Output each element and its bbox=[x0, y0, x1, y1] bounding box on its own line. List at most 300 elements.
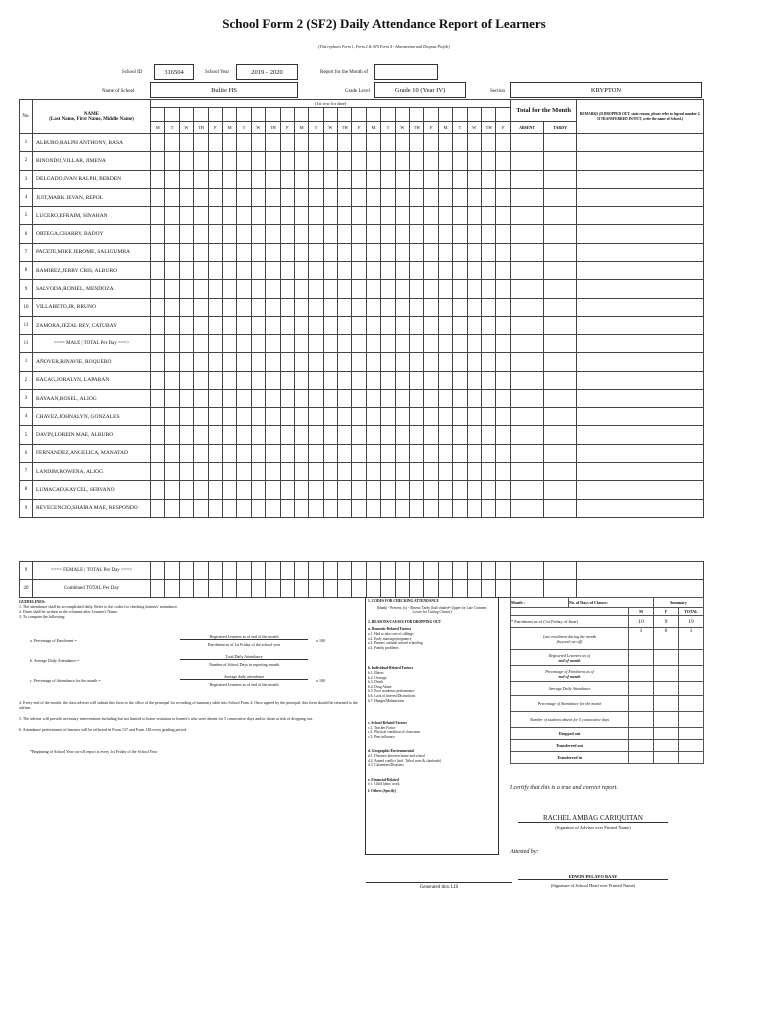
attendance-cell[interactable] bbox=[467, 188, 481, 206]
attendance-cell[interactable] bbox=[309, 426, 323, 444]
attendance-cell[interactable] bbox=[323, 353, 337, 371]
attendance-cell[interactable] bbox=[352, 207, 366, 225]
attendance-cell[interactable] bbox=[194, 463, 208, 481]
tardy-cell[interactable] bbox=[544, 316, 577, 334]
attendance-cell[interactable] bbox=[410, 134, 424, 152]
attendance-cell[interactable] bbox=[266, 408, 280, 426]
absent-cell[interactable] bbox=[511, 463, 544, 481]
attendance-cell[interactable] bbox=[222, 389, 236, 407]
attendance-cell[interactable] bbox=[481, 207, 495, 225]
attendance-cell[interactable] bbox=[251, 298, 265, 316]
attendance-cell[interactable] bbox=[481, 371, 495, 389]
attendance-cell[interactable] bbox=[352, 371, 366, 389]
remarks-cell[interactable] bbox=[577, 371, 704, 389]
attendance-cell[interactable] bbox=[251, 280, 265, 298]
date-cell[interactable] bbox=[381, 108, 395, 122]
attendance-cell[interactable] bbox=[179, 188, 193, 206]
attendance-cell[interactable] bbox=[338, 152, 352, 170]
attendance-cell[interactable] bbox=[366, 426, 380, 444]
attendance-cell[interactable] bbox=[280, 243, 294, 261]
attendance-cell[interactable] bbox=[453, 298, 467, 316]
attendance-cell[interactable] bbox=[424, 207, 438, 225]
date-cell[interactable] bbox=[251, 108, 265, 122]
attendance-cell[interactable] bbox=[381, 481, 395, 499]
attendance-cell[interactable] bbox=[194, 444, 208, 462]
attendance-cell[interactable] bbox=[366, 207, 380, 225]
attendance-cell[interactable] bbox=[280, 188, 294, 206]
attendance-cell[interactable] bbox=[151, 152, 165, 170]
attendance-cell[interactable] bbox=[323, 389, 337, 407]
attendance-cell[interactable] bbox=[151, 243, 165, 261]
attendance-cell[interactable] bbox=[194, 389, 208, 407]
attendance-cell[interactable] bbox=[467, 280, 481, 298]
attendance-cell[interactable] bbox=[237, 225, 251, 243]
attendance-cell[interactable] bbox=[352, 243, 366, 261]
attendance-cell[interactable] bbox=[165, 463, 179, 481]
attendance-cell[interactable] bbox=[179, 207, 193, 225]
attendance-cell[interactable] bbox=[208, 280, 222, 298]
attendance-cell[interactable] bbox=[208, 207, 222, 225]
attendance-cell[interactable] bbox=[165, 207, 179, 225]
attendance-cell[interactable] bbox=[424, 134, 438, 152]
attendance-cell[interactable] bbox=[280, 225, 294, 243]
remarks-cell[interactable] bbox=[577, 353, 704, 371]
date-cell[interactable] bbox=[410, 108, 424, 122]
attendance-cell[interactable] bbox=[251, 262, 265, 280]
attendance-cell[interactable] bbox=[395, 243, 409, 261]
attendance-cell[interactable] bbox=[338, 262, 352, 280]
date-cell[interactable] bbox=[496, 108, 511, 122]
attendance-cell[interactable] bbox=[208, 262, 222, 280]
attendance-cell[interactable] bbox=[280, 371, 294, 389]
attendance-cell[interactable] bbox=[151, 408, 165, 426]
attendance-cell[interactable] bbox=[323, 262, 337, 280]
attendance-cell[interactable] bbox=[410, 426, 424, 444]
attendance-cell[interactable] bbox=[467, 298, 481, 316]
date-cell[interactable] bbox=[280, 108, 294, 122]
attendance-cell[interactable] bbox=[179, 499, 193, 517]
attendance-cell[interactable] bbox=[294, 426, 308, 444]
attendance-cell[interactable] bbox=[294, 408, 308, 426]
attendance-cell[interactable] bbox=[208, 499, 222, 517]
attendance-cell[interactable] bbox=[309, 353, 323, 371]
attendance-cell[interactable] bbox=[179, 262, 193, 280]
attendance-cell[interactable] bbox=[410, 408, 424, 426]
attendance-cell[interactable] bbox=[222, 243, 236, 261]
attendance-cell[interactable] bbox=[165, 426, 179, 444]
attendance-cell[interactable] bbox=[496, 389, 511, 407]
attendance-cell[interactable] bbox=[194, 262, 208, 280]
attendance-cell[interactable] bbox=[410, 444, 424, 462]
attendance-cell[interactable] bbox=[438, 481, 452, 499]
attendance-cell[interactable] bbox=[165, 408, 179, 426]
attendance-cell[interactable] bbox=[467, 499, 481, 517]
attendance-cell[interactable] bbox=[280, 463, 294, 481]
attendance-cell[interactable] bbox=[453, 408, 467, 426]
attendance-cell[interactable] bbox=[208, 188, 222, 206]
attendance-cell[interactable] bbox=[366, 499, 380, 517]
attendance-cell[interactable] bbox=[251, 389, 265, 407]
attendance-cell[interactable] bbox=[438, 426, 452, 444]
attendance-cell[interactable] bbox=[266, 426, 280, 444]
remarks-cell[interactable] bbox=[577, 262, 704, 280]
date-cell[interactable] bbox=[266, 108, 280, 122]
attendance-cell[interactable] bbox=[208, 444, 222, 462]
attendance-cell[interactable] bbox=[179, 134, 193, 152]
attendance-cell[interactable] bbox=[309, 243, 323, 261]
attendance-cell[interactable] bbox=[251, 316, 265, 334]
attendance-cell[interactable] bbox=[381, 371, 395, 389]
attendance-cell[interactable] bbox=[251, 353, 265, 371]
attendance-cell[interactable] bbox=[237, 389, 251, 407]
absent-cell[interactable] bbox=[511, 499, 544, 517]
attendance-cell[interactable] bbox=[179, 408, 193, 426]
attendance-cell[interactable] bbox=[309, 170, 323, 188]
tardy-cell[interactable] bbox=[544, 207, 577, 225]
attendance-cell[interactable] bbox=[352, 298, 366, 316]
tardy-cell[interactable] bbox=[544, 280, 577, 298]
attendance-cell[interactable] bbox=[266, 207, 280, 225]
attendance-cell[interactable] bbox=[151, 444, 165, 462]
attendance-cell[interactable] bbox=[179, 463, 193, 481]
attendance-cell[interactable] bbox=[165, 188, 179, 206]
attendance-cell[interactable] bbox=[453, 170, 467, 188]
remarks-cell[interactable] bbox=[577, 134, 704, 152]
attendance-cell[interactable] bbox=[194, 353, 208, 371]
attendance-cell[interactable] bbox=[438, 188, 452, 206]
attendance-cell[interactable] bbox=[179, 152, 193, 170]
attendance-cell[interactable] bbox=[424, 280, 438, 298]
attendance-cell[interactable] bbox=[381, 353, 395, 371]
attendance-cell[interactable] bbox=[222, 316, 236, 334]
date-cell[interactable] bbox=[294, 108, 308, 122]
attendance-cell[interactable] bbox=[194, 371, 208, 389]
attendance-cell[interactable] bbox=[467, 371, 481, 389]
attendance-cell[interactable] bbox=[395, 481, 409, 499]
attendance-cell[interactable] bbox=[338, 316, 352, 334]
attendance-cell[interactable] bbox=[222, 481, 236, 499]
attendance-cell[interactable] bbox=[323, 463, 337, 481]
absent-cell[interactable] bbox=[511, 188, 544, 206]
attendance-cell[interactable] bbox=[352, 408, 366, 426]
attendance-cell[interactable] bbox=[251, 188, 265, 206]
attendance-cell[interactable] bbox=[496, 170, 511, 188]
attendance-cell[interactable] bbox=[467, 481, 481, 499]
attendance-cell[interactable] bbox=[381, 298, 395, 316]
attendance-cell[interactable] bbox=[294, 225, 308, 243]
tardy-cell[interactable] bbox=[544, 463, 577, 481]
attendance-cell[interactable] bbox=[251, 243, 265, 261]
attendance-cell[interactable] bbox=[424, 262, 438, 280]
attendance-cell[interactable] bbox=[194, 134, 208, 152]
attendance-cell[interactable] bbox=[280, 170, 294, 188]
attendance-cell[interactable] bbox=[237, 152, 251, 170]
attendance-cell[interactable] bbox=[208, 353, 222, 371]
attendance-cell[interactable] bbox=[453, 371, 467, 389]
attendance-cell[interactable] bbox=[179, 444, 193, 462]
tardy-cell[interactable] bbox=[544, 499, 577, 517]
attendance-cell[interactable] bbox=[237, 134, 251, 152]
attendance-cell[interactable] bbox=[323, 408, 337, 426]
absent-cell[interactable] bbox=[511, 426, 544, 444]
attendance-cell[interactable] bbox=[294, 243, 308, 261]
attendance-cell[interactable] bbox=[366, 262, 380, 280]
attendance-cell[interactable] bbox=[410, 207, 424, 225]
attendance-cell[interactable] bbox=[496, 463, 511, 481]
attendance-cell[interactable] bbox=[165, 280, 179, 298]
attendance-cell[interactable] bbox=[467, 225, 481, 243]
attendance-cell[interactable] bbox=[222, 207, 236, 225]
attendance-cell[interactable] bbox=[151, 170, 165, 188]
attendance-cell[interactable] bbox=[352, 316, 366, 334]
attendance-cell[interactable] bbox=[467, 353, 481, 371]
attendance-cell[interactable] bbox=[266, 225, 280, 243]
attendance-cell[interactable] bbox=[410, 371, 424, 389]
attendance-cell[interactable] bbox=[481, 408, 495, 426]
attendance-cell[interactable] bbox=[410, 316, 424, 334]
attendance-cell[interactable] bbox=[309, 316, 323, 334]
attendance-cell[interactable] bbox=[151, 316, 165, 334]
absent-cell[interactable] bbox=[511, 316, 544, 334]
remarks-cell[interactable] bbox=[577, 280, 704, 298]
date-cell[interactable] bbox=[467, 108, 481, 122]
attendance-cell[interactable] bbox=[467, 316, 481, 334]
attendance-cell[interactable] bbox=[453, 225, 467, 243]
attendance-cell[interactable] bbox=[280, 152, 294, 170]
attendance-cell[interactable] bbox=[338, 444, 352, 462]
attendance-cell[interactable] bbox=[266, 262, 280, 280]
date-cell[interactable] bbox=[366, 108, 380, 122]
attendance-cell[interactable] bbox=[237, 463, 251, 481]
attendance-cell[interactable] bbox=[481, 280, 495, 298]
attendance-cell[interactable] bbox=[338, 389, 352, 407]
attendance-cell[interactable] bbox=[165, 170, 179, 188]
attendance-cell[interactable] bbox=[294, 353, 308, 371]
attendance-cell[interactable] bbox=[323, 371, 337, 389]
attendance-cell[interactable] bbox=[366, 243, 380, 261]
attendance-cell[interactable] bbox=[496, 188, 511, 206]
attendance-cell[interactable] bbox=[395, 353, 409, 371]
attendance-cell[interactable] bbox=[151, 426, 165, 444]
attendance-cell[interactable] bbox=[496, 262, 511, 280]
attendance-cell[interactable] bbox=[266, 134, 280, 152]
attendance-cell[interactable] bbox=[294, 262, 308, 280]
date-cell[interactable] bbox=[237, 108, 251, 122]
attendance-cell[interactable] bbox=[237, 444, 251, 462]
attendance-cell[interactable] bbox=[381, 426, 395, 444]
attendance-cell[interactable] bbox=[338, 188, 352, 206]
attendance-cell[interactable] bbox=[309, 463, 323, 481]
attendance-cell[interactable] bbox=[194, 280, 208, 298]
attendance-cell[interactable] bbox=[194, 152, 208, 170]
attendance-cell[interactable] bbox=[467, 207, 481, 225]
attendance-cell[interactable] bbox=[323, 298, 337, 316]
attendance-cell[interactable] bbox=[179, 225, 193, 243]
date-cell[interactable] bbox=[424, 108, 438, 122]
attendance-cell[interactable] bbox=[251, 170, 265, 188]
attendance-cell[interactable] bbox=[395, 262, 409, 280]
attendance-cell[interactable] bbox=[438, 152, 452, 170]
attendance-cell[interactable] bbox=[438, 371, 452, 389]
attendance-cell[interactable] bbox=[151, 353, 165, 371]
attendance-cell[interactable] bbox=[280, 207, 294, 225]
attendance-cell[interactable] bbox=[208, 225, 222, 243]
attendance-cell[interactable] bbox=[381, 499, 395, 517]
attendance-cell[interactable] bbox=[496, 481, 511, 499]
attendance-cell[interactable] bbox=[266, 353, 280, 371]
attendance-cell[interactable] bbox=[481, 243, 495, 261]
attendance-cell[interactable] bbox=[496, 426, 511, 444]
attendance-cell[interactable] bbox=[467, 134, 481, 152]
attendance-cell[interactable] bbox=[352, 463, 366, 481]
attendance-cell[interactable] bbox=[410, 188, 424, 206]
attendance-cell[interactable] bbox=[323, 243, 337, 261]
date-cell[interactable] bbox=[179, 108, 193, 122]
attendance-cell[interactable] bbox=[496, 298, 511, 316]
attendance-cell[interactable] bbox=[438, 463, 452, 481]
attendance-cell[interactable] bbox=[381, 444, 395, 462]
attendance-cell[interactable] bbox=[410, 243, 424, 261]
attendance-cell[interactable] bbox=[309, 499, 323, 517]
attendance-cell[interactable] bbox=[424, 243, 438, 261]
attendance-cell[interactable] bbox=[381, 262, 395, 280]
attendance-cell[interactable] bbox=[395, 134, 409, 152]
attendance-cell[interactable] bbox=[352, 170, 366, 188]
attendance-cell[interactable] bbox=[294, 207, 308, 225]
absent-cell[interactable] bbox=[511, 243, 544, 261]
attendance-cell[interactable] bbox=[165, 134, 179, 152]
remarks-cell[interactable] bbox=[577, 243, 704, 261]
attendance-cell[interactable] bbox=[338, 499, 352, 517]
remarks-cell[interactable] bbox=[577, 444, 704, 462]
attendance-cell[interactable] bbox=[381, 389, 395, 407]
attendance-cell[interactable] bbox=[496, 225, 511, 243]
attendance-cell[interactable] bbox=[410, 280, 424, 298]
attendance-cell[interactable] bbox=[395, 389, 409, 407]
attendance-cell[interactable] bbox=[381, 316, 395, 334]
attendance-cell[interactable] bbox=[395, 298, 409, 316]
absent-cell[interactable] bbox=[511, 152, 544, 170]
tardy-cell[interactable] bbox=[544, 371, 577, 389]
attendance-cell[interactable] bbox=[424, 371, 438, 389]
attendance-cell[interactable] bbox=[381, 152, 395, 170]
attendance-cell[interactable] bbox=[179, 426, 193, 444]
attendance-cell[interactable] bbox=[410, 225, 424, 243]
attendance-cell[interactable] bbox=[151, 463, 165, 481]
attendance-cell[interactable] bbox=[338, 371, 352, 389]
attendance-cell[interactable] bbox=[309, 188, 323, 206]
remarks-cell[interactable] bbox=[577, 426, 704, 444]
attendance-cell[interactable] bbox=[294, 481, 308, 499]
attendance-cell[interactable] bbox=[395, 499, 409, 517]
attendance-cell[interactable] bbox=[338, 353, 352, 371]
attendance-cell[interactable] bbox=[280, 262, 294, 280]
attendance-cell[interactable] bbox=[395, 408, 409, 426]
attendance-cell[interactable] bbox=[179, 298, 193, 316]
attendance-cell[interactable] bbox=[481, 298, 495, 316]
attendance-cell[interactable] bbox=[453, 262, 467, 280]
attendance-cell[interactable] bbox=[309, 134, 323, 152]
attendance-cell[interactable] bbox=[424, 170, 438, 188]
tardy-cell[interactable] bbox=[544, 426, 577, 444]
attendance-cell[interactable] bbox=[352, 134, 366, 152]
attendance-cell[interactable] bbox=[496, 280, 511, 298]
tardy-cell[interactable] bbox=[544, 389, 577, 407]
attendance-cell[interactable] bbox=[179, 316, 193, 334]
attendance-cell[interactable] bbox=[395, 152, 409, 170]
attendance-cell[interactable] bbox=[352, 152, 366, 170]
remarks-cell[interactable] bbox=[577, 225, 704, 243]
attendance-cell[interactable] bbox=[165, 243, 179, 261]
attendance-cell[interactable] bbox=[237, 243, 251, 261]
attendance-cell[interactable] bbox=[424, 444, 438, 462]
attendance-cell[interactable] bbox=[366, 353, 380, 371]
attendance-cell[interactable] bbox=[438, 408, 452, 426]
attendance-cell[interactable] bbox=[194, 170, 208, 188]
date-cell[interactable] bbox=[481, 108, 495, 122]
attendance-cell[interactable] bbox=[338, 481, 352, 499]
attendance-cell[interactable] bbox=[222, 152, 236, 170]
attendance-cell[interactable] bbox=[309, 389, 323, 407]
date-cell[interactable] bbox=[165, 108, 179, 122]
attendance-cell[interactable] bbox=[338, 426, 352, 444]
attendance-cell[interactable] bbox=[481, 444, 495, 462]
attendance-cell[interactable] bbox=[453, 499, 467, 517]
attendance-cell[interactable] bbox=[352, 481, 366, 499]
attendance-cell[interactable] bbox=[438, 170, 452, 188]
attendance-cell[interactable] bbox=[222, 444, 236, 462]
date-cell[interactable] bbox=[395, 108, 409, 122]
attendance-cell[interactable] bbox=[266, 170, 280, 188]
attendance-cell[interactable] bbox=[467, 389, 481, 407]
attendance-cell[interactable] bbox=[338, 207, 352, 225]
attendance-cell[interactable] bbox=[366, 316, 380, 334]
attendance-cell[interactable] bbox=[222, 371, 236, 389]
attendance-cell[interactable] bbox=[366, 152, 380, 170]
attendance-cell[interactable] bbox=[280, 444, 294, 462]
attendance-cell[interactable] bbox=[237, 353, 251, 371]
attendance-cell[interactable] bbox=[438, 298, 452, 316]
attendance-cell[interactable] bbox=[266, 316, 280, 334]
attendance-cell[interactable] bbox=[453, 188, 467, 206]
attendance-cell[interactable] bbox=[453, 243, 467, 261]
attendance-cell[interactable] bbox=[222, 134, 236, 152]
attendance-cell[interactable] bbox=[222, 298, 236, 316]
attendance-cell[interactable] bbox=[481, 481, 495, 499]
attendance-cell[interactable] bbox=[352, 389, 366, 407]
attendance-cell[interactable] bbox=[294, 316, 308, 334]
attendance-cell[interactable] bbox=[222, 262, 236, 280]
attendance-cell[interactable] bbox=[424, 188, 438, 206]
attendance-cell[interactable] bbox=[294, 463, 308, 481]
attendance-cell[interactable] bbox=[481, 353, 495, 371]
attendance-cell[interactable] bbox=[395, 426, 409, 444]
attendance-cell[interactable] bbox=[323, 280, 337, 298]
absent-cell[interactable] bbox=[511, 371, 544, 389]
attendance-cell[interactable] bbox=[194, 408, 208, 426]
date-cell[interactable] bbox=[338, 108, 352, 122]
attendance-cell[interactable] bbox=[481, 152, 495, 170]
tardy-cell[interactable] bbox=[544, 298, 577, 316]
attendance-cell[interactable] bbox=[438, 316, 452, 334]
attendance-cell[interactable] bbox=[481, 170, 495, 188]
absent-cell[interactable] bbox=[511, 298, 544, 316]
attendance-cell[interactable] bbox=[424, 389, 438, 407]
attendance-cell[interactable] bbox=[179, 280, 193, 298]
attendance-cell[interactable] bbox=[438, 444, 452, 462]
attendance-cell[interactable] bbox=[496, 316, 511, 334]
attendance-cell[interactable] bbox=[410, 499, 424, 517]
